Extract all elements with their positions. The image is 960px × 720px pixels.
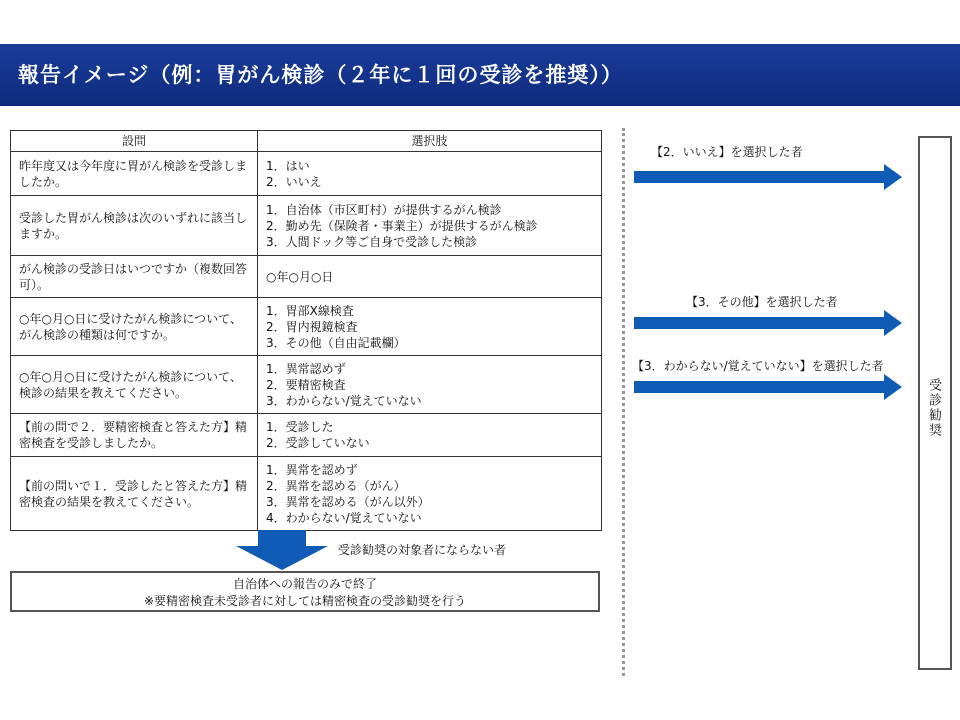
option: 1．自治体（市区町村）が提供するがん検診 xyxy=(266,202,502,217)
option: 3．その他（自由記載欄） xyxy=(266,335,406,350)
question-cell: がん検診の受診日はいつですか（複数回答可）。 xyxy=(11,256,258,298)
table-row xyxy=(11,356,602,414)
options-cell xyxy=(258,256,602,298)
page-title: 報告イメージ（例：胃がん検診（２年に１回の受診を推奨）） xyxy=(18,63,623,87)
option: 2．受診していない xyxy=(266,436,370,450)
option: 1．胃部X線検査 xyxy=(266,303,354,318)
option: 3．異常を認める（がん以外） xyxy=(266,494,430,509)
down-arrow xyxy=(236,530,328,570)
table-row xyxy=(11,196,602,256)
options-cell xyxy=(258,196,602,256)
option: 2．いいえ xyxy=(266,174,322,189)
right-arrow-2 xyxy=(634,310,902,336)
question-cell: 受診した胃がん検診は次のいずれに該当しますか。 xyxy=(11,196,258,256)
option: ○年○月○日 xyxy=(266,269,334,284)
final-text-line1: 自治体への報告のみで終了 xyxy=(232,577,377,591)
question-cell: ○年○月○日に受けたがん検診について、がん検診の種類は何ですか。 xyxy=(11,298,258,356)
option: 3．人間ドック等ご自身で受診した検診 xyxy=(266,234,478,249)
option: 2．要精密検査 xyxy=(266,377,346,392)
question-cell: 【前の問で２．要精密検査と答えた方】精密検査を受診しましたか。 xyxy=(11,414,258,457)
right-arrow-1 xyxy=(634,164,902,190)
option: 2．異常を認める（がん） xyxy=(266,478,406,493)
final-text-line2: ※要精密検査未受診者に対しては精密検査の受診勧奨を行う xyxy=(143,594,467,608)
question-cell: ○年○月○日に受けたがん検診について、検診の結果を教えてください。 xyxy=(11,356,258,414)
options-cell xyxy=(258,152,602,196)
table-row xyxy=(11,457,602,531)
option: 1．異常を認めず xyxy=(266,462,358,477)
option: 4．わからない/覚えていない xyxy=(266,510,422,525)
option: 1．異常認めず xyxy=(266,361,346,376)
arrow1-label: 【2．いいえ】を選択した者 xyxy=(651,145,803,159)
table-row xyxy=(11,414,602,457)
option: 1．受診した xyxy=(266,420,334,434)
option: 2．胃内視鏡検査 xyxy=(266,319,358,334)
recommend-label: 受診勧奨 xyxy=(926,378,941,438)
title-banner xyxy=(0,44,960,106)
table-row xyxy=(11,298,602,356)
option: 2．勤め先（保険者・事業主）が提供するがん検診 xyxy=(266,218,538,233)
nontarget-label: 受診勧奨の対象者にならない者 xyxy=(338,543,507,557)
final-box xyxy=(10,571,600,612)
options-cell xyxy=(258,414,602,457)
header-options: 選択肢 xyxy=(258,131,602,152)
question-cell: 【前の問いで１．受診したと答えた方】精密検査の結果を教えてください。 xyxy=(11,457,258,531)
question-table xyxy=(10,130,602,531)
option: 1．はい xyxy=(266,158,310,173)
question-cell: 昨年度又は今年度に胃がん検診を受診しましたか。 xyxy=(11,152,258,196)
recommend-box xyxy=(918,136,952,670)
dotted-divider xyxy=(622,128,625,676)
options-cell xyxy=(258,298,602,356)
options-cell xyxy=(258,356,602,414)
right-arrow-3 xyxy=(634,374,902,400)
header-question: 設問 xyxy=(11,131,258,152)
table-header-row xyxy=(11,131,602,152)
arrow3-label: 【3．わからない/覚えていない】を選択した者 xyxy=(632,359,884,373)
option: 3．わからない/覚えていない xyxy=(266,393,422,408)
table-row xyxy=(11,152,602,196)
table-row xyxy=(11,256,602,298)
arrow2-label: 【3．その他】を選択した者 xyxy=(686,295,838,309)
options-cell xyxy=(258,457,602,531)
